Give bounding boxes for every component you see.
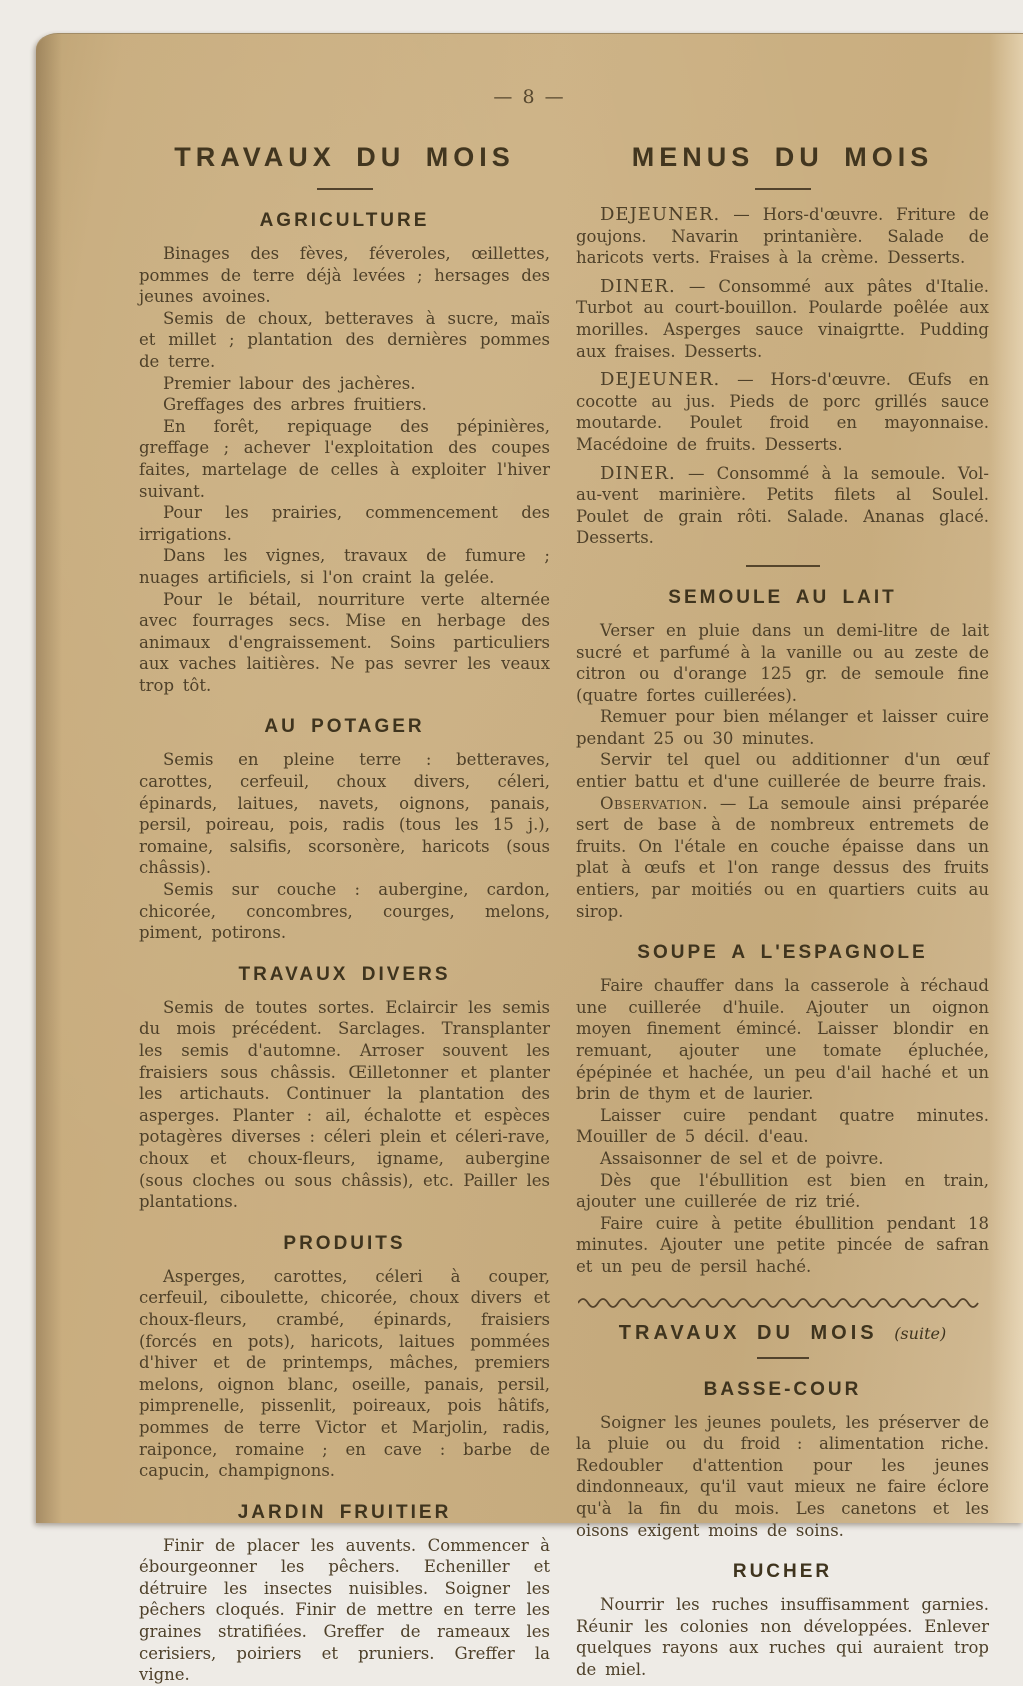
menu-text: — Hors-d'œuvre. Œufs en cocotte au jus. Pieds de porc grillés sauce moutarde. Poulet froid en mayonnaise. Macédoine de fruits. Desserts. bbox=[576, 370, 989, 454]
paragraph: Semis en pleine terre : betteraves, carottes, cerfeuil, choux divers, céleri, épinards, laitues, navets, oignons, panais, persil, poireau, pois, radis (tous les 15 j.), romaine, salsifis, scorsonère, haricots (sous châssis). bbox=[139, 750, 550, 878]
recipe-semoule-au-lait bbox=[576, 587, 989, 922]
menu-entry bbox=[576, 204, 989, 269]
title-rule-left bbox=[317, 188, 373, 190]
right-column-title: MENUS DU MOIS bbox=[631, 142, 934, 172]
menu-entry bbox=[576, 463, 989, 549]
wavy-divider bbox=[578, 1296, 988, 1308]
paragraph: Binages des fèves, féveroles, œillettes, pommes de terre déjà levées ; hersages des jeunes avoines. bbox=[139, 244, 550, 307]
paragraph: Faire chauffer dans la casserole à réchaud une cuillerée d'huile. Ajouter un oignon moyen finement émincé. Laisser blondir en remuant, ajouter une tomate épluchée, épépinée et hachée, un peu d'ail haché et un brin de thym et de laurier. bbox=[576, 976, 989, 1104]
menu-lead: DEJEUNER. bbox=[600, 204, 721, 225]
section-au-potager bbox=[139, 716, 550, 943]
section-rucher bbox=[576, 1561, 989, 1680]
section-jardin-fruitier bbox=[139, 1502, 550, 1686]
paragraph: Faire cuire à petite ébullition pendant 18 minutes. Ajouter une petite pincée de safran et un peu de persil haché. bbox=[576, 1213, 989, 1276]
recipe-soupe-a-l-espagnole bbox=[576, 942, 989, 1277]
paragraph: Remuer pour bien mélanger et laisser cuire pendant 25 ou 30 minutes. bbox=[576, 707, 989, 748]
section-basse-cour bbox=[576, 1379, 989, 1542]
paragraph: Servir tel quel ou additionner d'un œuf entier battu et d'une cuillerée de beurre frais. bbox=[576, 750, 989, 792]
menu-lead: DINER. bbox=[600, 275, 676, 297]
recipe-heading: SOUPE A L'ESPAGNOLE bbox=[637, 942, 928, 964]
menu-text: — Consommé aux pâtes d'Italie. Turbot au court-bouillon. Poularde poêlée aux morilles. Asperges sauce vinaigrtte. Pudding aux fraises. Desserts. bbox=[576, 276, 989, 361]
menu-text: — Hors-d'œuvre. Friture de goujons. Navarin printanière. Salade de haricots verts. Fraises à la crème. Desserts. bbox=[576, 205, 989, 268]
observation-paragraph bbox=[576, 793, 989, 923]
section-heading: AGRICULTURE bbox=[259, 210, 430, 231]
almanac-page bbox=[36, 33, 1023, 1685]
title-rule-right bbox=[755, 188, 811, 190]
continuation-title-text: TRAVAUX DU MOIS bbox=[618, 1321, 878, 1344]
menu-entry bbox=[576, 369, 989, 455]
menu-text: — Consommé à la semoule. Vol-au-vent marinière. Petits filets al Soulel. Poulet de grain rôti. Salade. Ananas glacé. Desserts. bbox=[576, 463, 989, 548]
continuation-title-suffix: (suite) bbox=[894, 1323, 947, 1343]
section-produits bbox=[139, 1233, 550, 1482]
section-heading: RUCHER bbox=[732, 1561, 833, 1583]
menu-lead: DINER. bbox=[600, 462, 676, 484]
left-column-title: TRAVAUX DU MOIS bbox=[174, 142, 515, 172]
paragraph: Finir de placer les auvents. Commencer à ébourgeonner les pêchers. Echeniller et détruire les insectes nuisibles. Soigner les pêchers cloqués. Finir de mettre en terre les graines stratifiées. Greffer de rameaux les cerisiers, poiriers et pruniers. Greffer la vigne. bbox=[139, 1535, 550, 1685]
paragraph: Semis sur couche : aubergine, cardon, chicorée, concombres, courges, melons, piment, potirons. bbox=[139, 880, 550, 943]
section-heading: PRODUITS bbox=[283, 1232, 406, 1254]
section-heading: JARDIN FRUITIER bbox=[237, 1501, 452, 1523]
paragraph: Assaisonner de sel et de poivre. bbox=[600, 1148, 884, 1168]
paragraph: Semis de choux, betteraves à sucre, maïs et millet ; plantation des dernières pommes de terre. bbox=[139, 308, 550, 371]
menu-divider bbox=[746, 565, 820, 567]
section-heading: AU POTAGER bbox=[264, 716, 425, 738]
paragraph: Dans les vignes, travaux de fumure ; nuages artificiels, si l'on craint la gelée. bbox=[139, 546, 550, 587]
paragraph: Dès que l'ébullition est bien en train, ajouter une cuillerée de riz trié. bbox=[576, 1170, 989, 1212]
paragraph: Semis de toutes sortes. Eclaircir les semis du mois précédent. Sarclages. Transplanter les semis d'automne. Arroser souvent les fraisiers sous châssis. Œilletonner et planter les artichauts. Continuer la plantation des asperges. Planter : ail, échalotte et espèces potagères diverses : céleri plein et céleri-rave, choux et choux-fleurs, igname, aubergine (sous cloches ou sous châssis), etc. Pailler les plantations. bbox=[139, 997, 550, 1212]
menus-list bbox=[576, 204, 989, 549]
left-column bbox=[139, 120, 550, 1686]
paragraph: Pour les prairies, commencement des irrigations. bbox=[139, 503, 550, 544]
menu-lead: DEJEUNER. bbox=[600, 369, 721, 391]
observation-text: — La semoule ainsi préparée sert de base à de nombreux entremets de fruits. On l'étale en couche épaisse dans un plat à œufs et l'on range dessus des fruits entiers, par moitiés ou en quartiers cuits au sirop. bbox=[576, 793, 989, 921]
continuation-rule bbox=[757, 1357, 809, 1359]
continuation-title bbox=[576, 1322, 989, 1345]
paragraph: Soigner les jeunes poulets, les préserver de la pluie ou du froid : alimentation riche. Redoubler d'attention pour les jeunes dindonneaux, qu'il vaut mieux ne faire éclore qu'à la fin du mois. Les canetons et les oisons exigent moins de soins. bbox=[576, 1412, 989, 1540]
menu-entry bbox=[576, 276, 989, 362]
section-agriculture bbox=[139, 210, 550, 696]
paragraph: Premier labour des jachères. bbox=[163, 373, 416, 393]
paragraph: En forêt, repiquage des pépinières, greffage ; achever l'exploitation des coupes faites, martelage de celles à exploiter l'hiver suivant. bbox=[139, 416, 550, 501]
paragraph: Pour le bétail, nourriture verte alternée avec fourrages secs. Mise en herbage des animaux d'engraissement. Soins particuliers aux vaches laitières. Ne pas sevrer les veaux trop tôt. bbox=[139, 589, 550, 695]
section-heading: TRAVAUX DIVERS bbox=[238, 963, 451, 985]
observation-lead: Observation. bbox=[600, 793, 709, 813]
paragraph: Greffages des arbres fruitiers. bbox=[163, 395, 427, 415]
paragraph: Laisser cuire pendant quatre minutes. Mouiller de 5 décil. d'eau. bbox=[576, 1105, 989, 1147]
section-travaux-divers bbox=[139, 964, 550, 1213]
paragraph: Verser en pluie dans un demi-litre de lait sucré et parfumé à la vanille ou au zeste de citron ou d'orange 125 gr. de semoule fine (quatre fortes cuillerées). bbox=[576, 620, 989, 705]
right-column bbox=[576, 120, 989, 1680]
recipe-heading: SEMOULE AU LAIT bbox=[668, 586, 897, 608]
continuation-block bbox=[576, 1322, 989, 1681]
paragraph: Asperges, carottes, céleri à couper, cerfeuil, ciboulette, chicorée, choux divers et choux-fleurs, crambé, épinards, fraisiers (forcés en pots), haricots, laitues pommées d'hiver et de printemps, mâches, premiers melons, oignon blanc, oseille, panais, persil, pimprenelle, pissenlit, poireaux, pois hâtifs, pommes de terre Victor et Marjolin, radis, raiponce, romaine ; en cave : barbe de capucin, champignons. bbox=[139, 1266, 550, 1481]
paragraph: Nourrir les ruches insuffisamment garnies. Réunir les colonies non développées. Enlever quelques rayons aux ruches qui auraient trop de miel. bbox=[576, 1595, 989, 1679]
section-heading: BASSE-COUR bbox=[703, 1378, 862, 1400]
page-number: — 8 — bbox=[493, 86, 566, 108]
